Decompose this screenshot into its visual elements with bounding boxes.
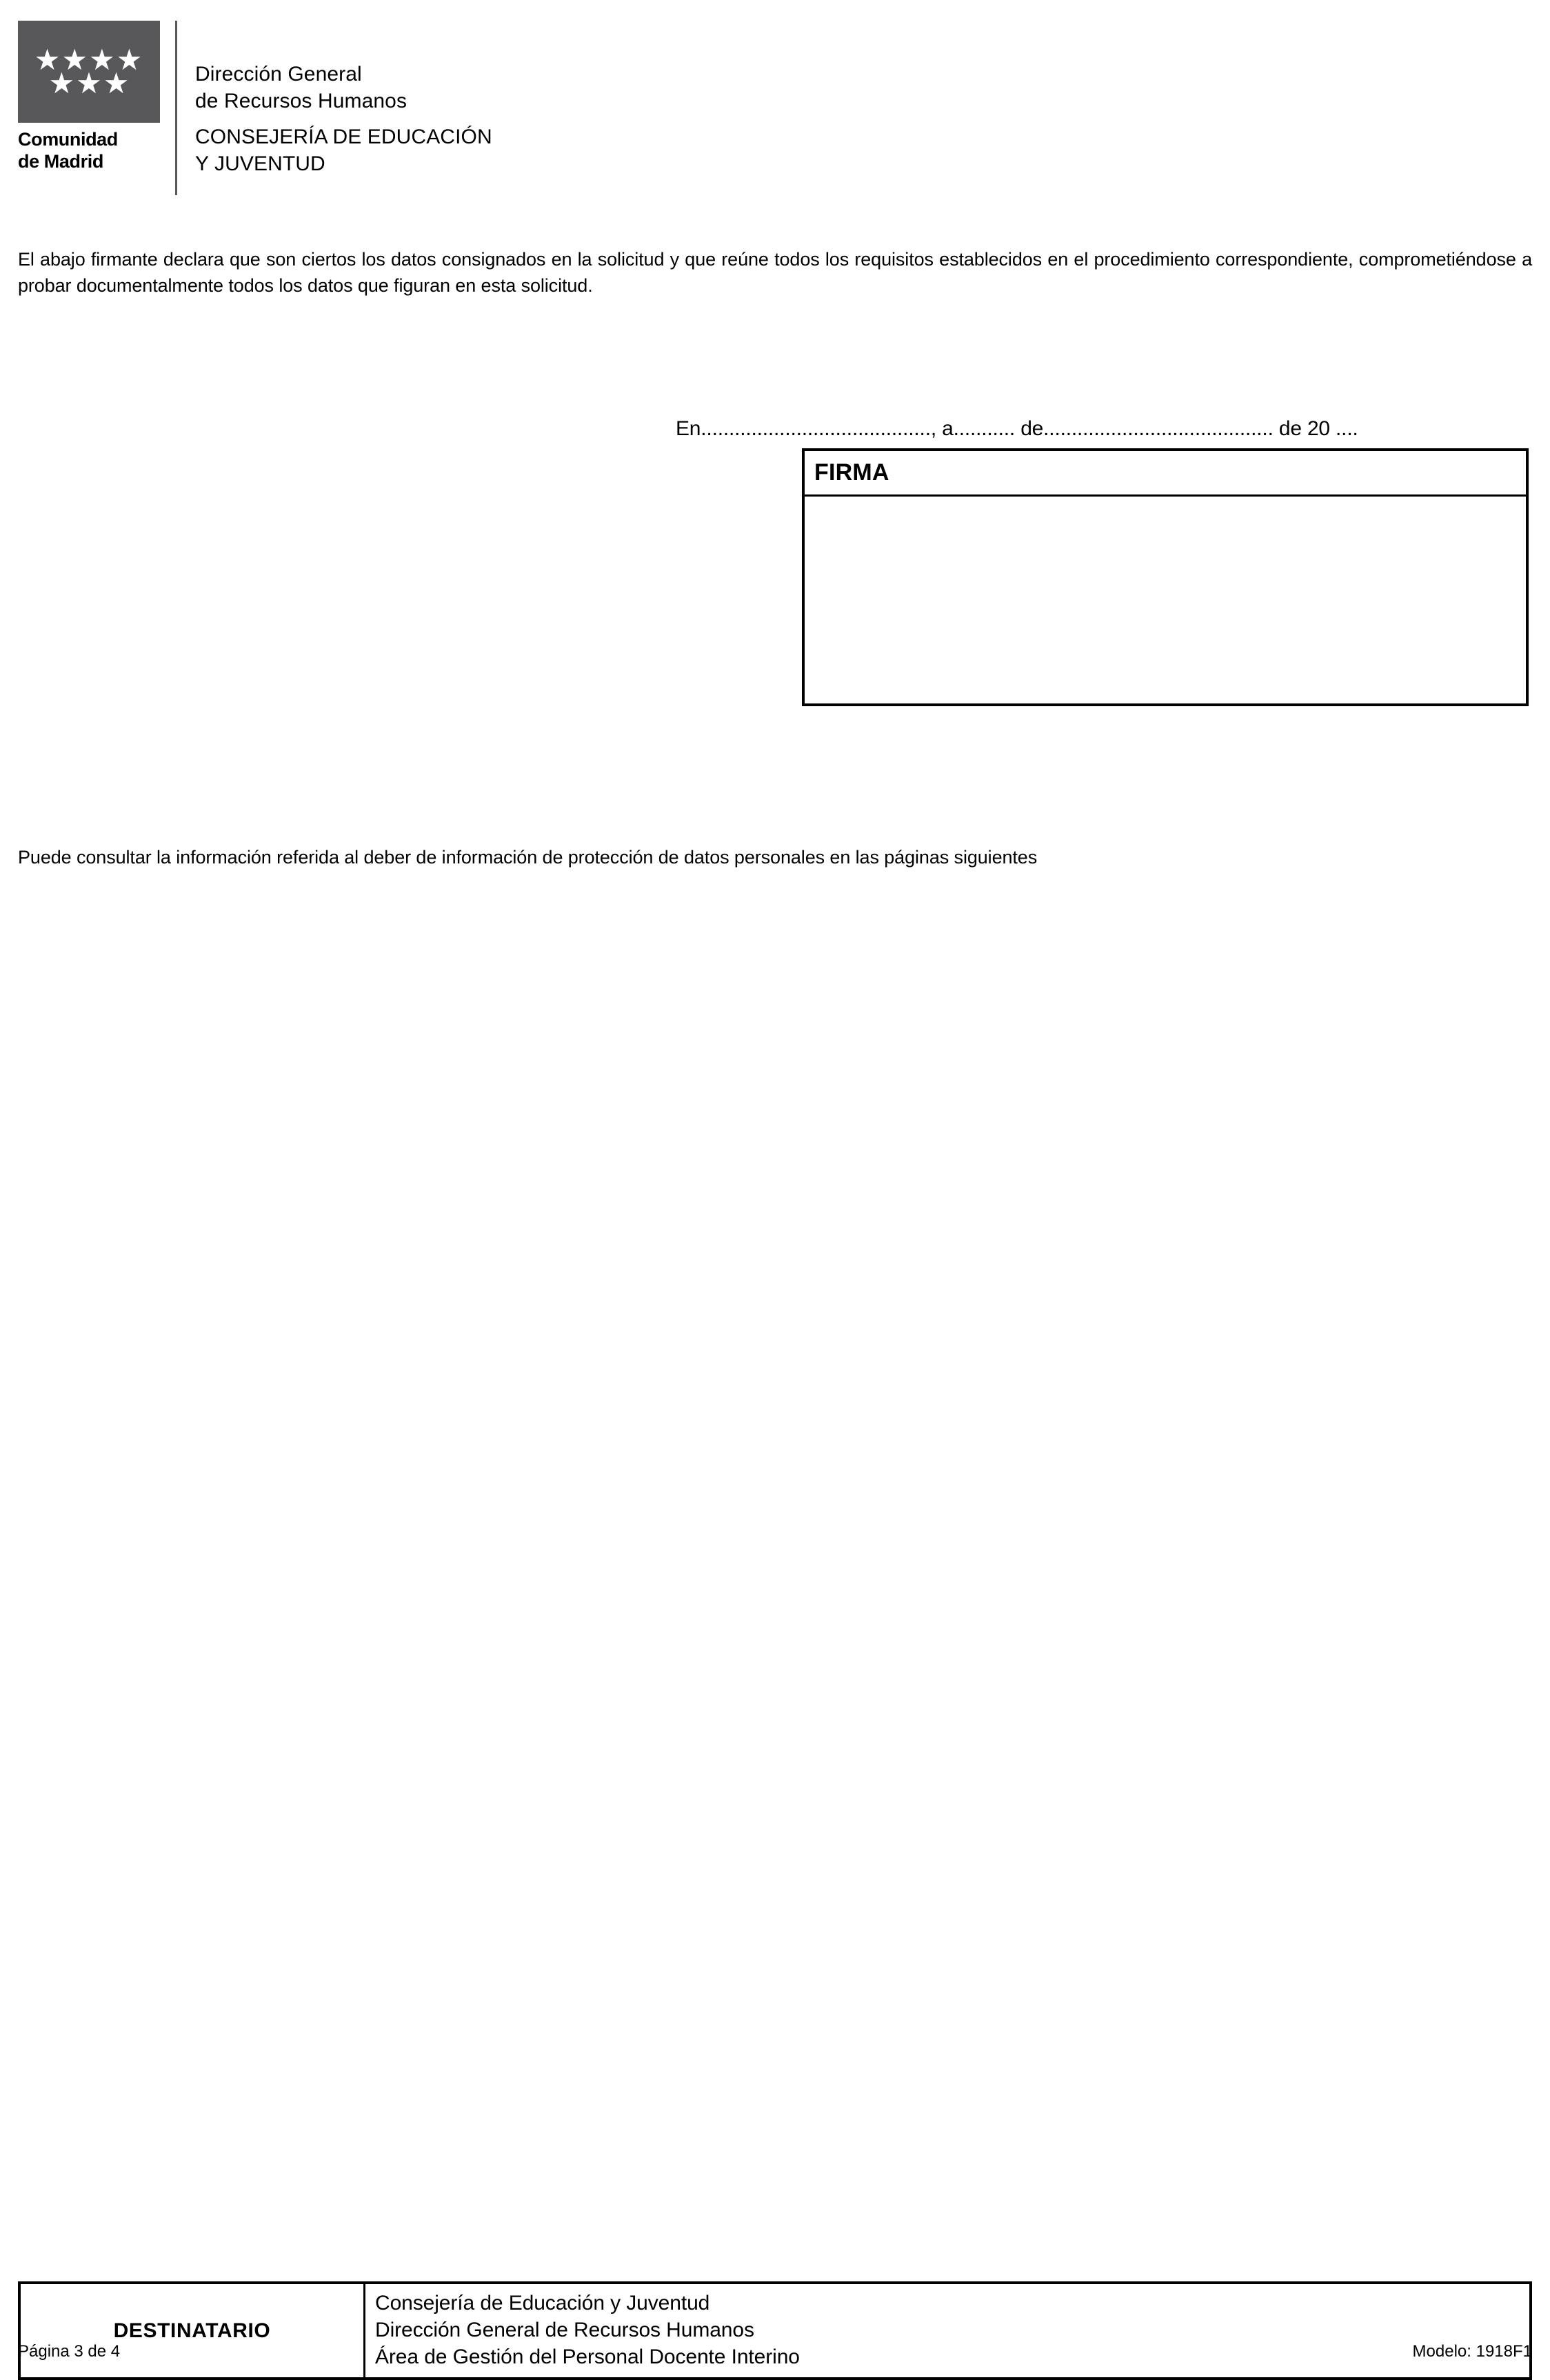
madrid-coat-of-arms-icon bbox=[18, 21, 160, 123]
stars-row-1: ★★★★ bbox=[34, 43, 144, 76]
destinatario-line-2: Dirección General de Recursos Humanos bbox=[375, 2319, 754, 2341]
dept-line-2: Y JUVENTUD bbox=[195, 152, 325, 175]
stars-row-2: ★★★ bbox=[48, 67, 131, 99]
footer-page-number: Página 3 de 4 bbox=[18, 2342, 121, 2361]
signature-box bbox=[802, 448, 1529, 706]
destinatario-table bbox=[18, 2281, 1532, 2380]
destinatario-label: DESTINATARIO bbox=[21, 2284, 365, 2377]
place-and-date-line: En........................................., a........... de......................................... de 20 .... bbox=[676, 417, 1358, 440]
dept-line-1: CONSEJERÍA DE EDUCACIÓN bbox=[195, 126, 492, 148]
signature-box-title bbox=[805, 451, 1526, 497]
org-line-2: de Recursos Humanos bbox=[195, 90, 407, 112]
declaration-text: El abajo firmante declara que son ciertos los datos consignados en la solicitud y que reúne todos los requisitos establecidos en el procedimiento correspondiente, comprometiéndose a probar documentalmente todos los datos que figuran en esta solicitud. bbox=[18, 249, 1532, 296]
comunidad-de-madrid-logo bbox=[18, 21, 168, 173]
destinatario-address bbox=[365, 2284, 1529, 2377]
footer-model-code: Modelo: 1918F1 bbox=[1412, 2342, 1532, 2361]
destinatario-line-3: Área de Gestión del Personal Docente Interino bbox=[375, 2346, 800, 2368]
logo-wordmark bbox=[18, 129, 168, 173]
stars-icon bbox=[34, 43, 144, 99]
document-header bbox=[18, 21, 492, 195]
header-divider bbox=[175, 21, 177, 195]
org-line-1: Dirección General bbox=[195, 63, 362, 86]
logo-wordmark-line-1: Comunidad bbox=[18, 129, 118, 150]
destinatario-line-1: Consejería de Educación y Juventud bbox=[375, 2292, 710, 2314]
data-protection-note: Puede consultar la información referida al deber de información de protección de datos personales en las páginas siguientes bbox=[18, 847, 1038, 868]
signature-label: FIRMA bbox=[814, 459, 889, 486]
signature-input-area[interactable] bbox=[805, 497, 1526, 703]
header-org-texts bbox=[195, 21, 492, 177]
logo-wordmark-line-2: de Madrid bbox=[18, 150, 103, 172]
